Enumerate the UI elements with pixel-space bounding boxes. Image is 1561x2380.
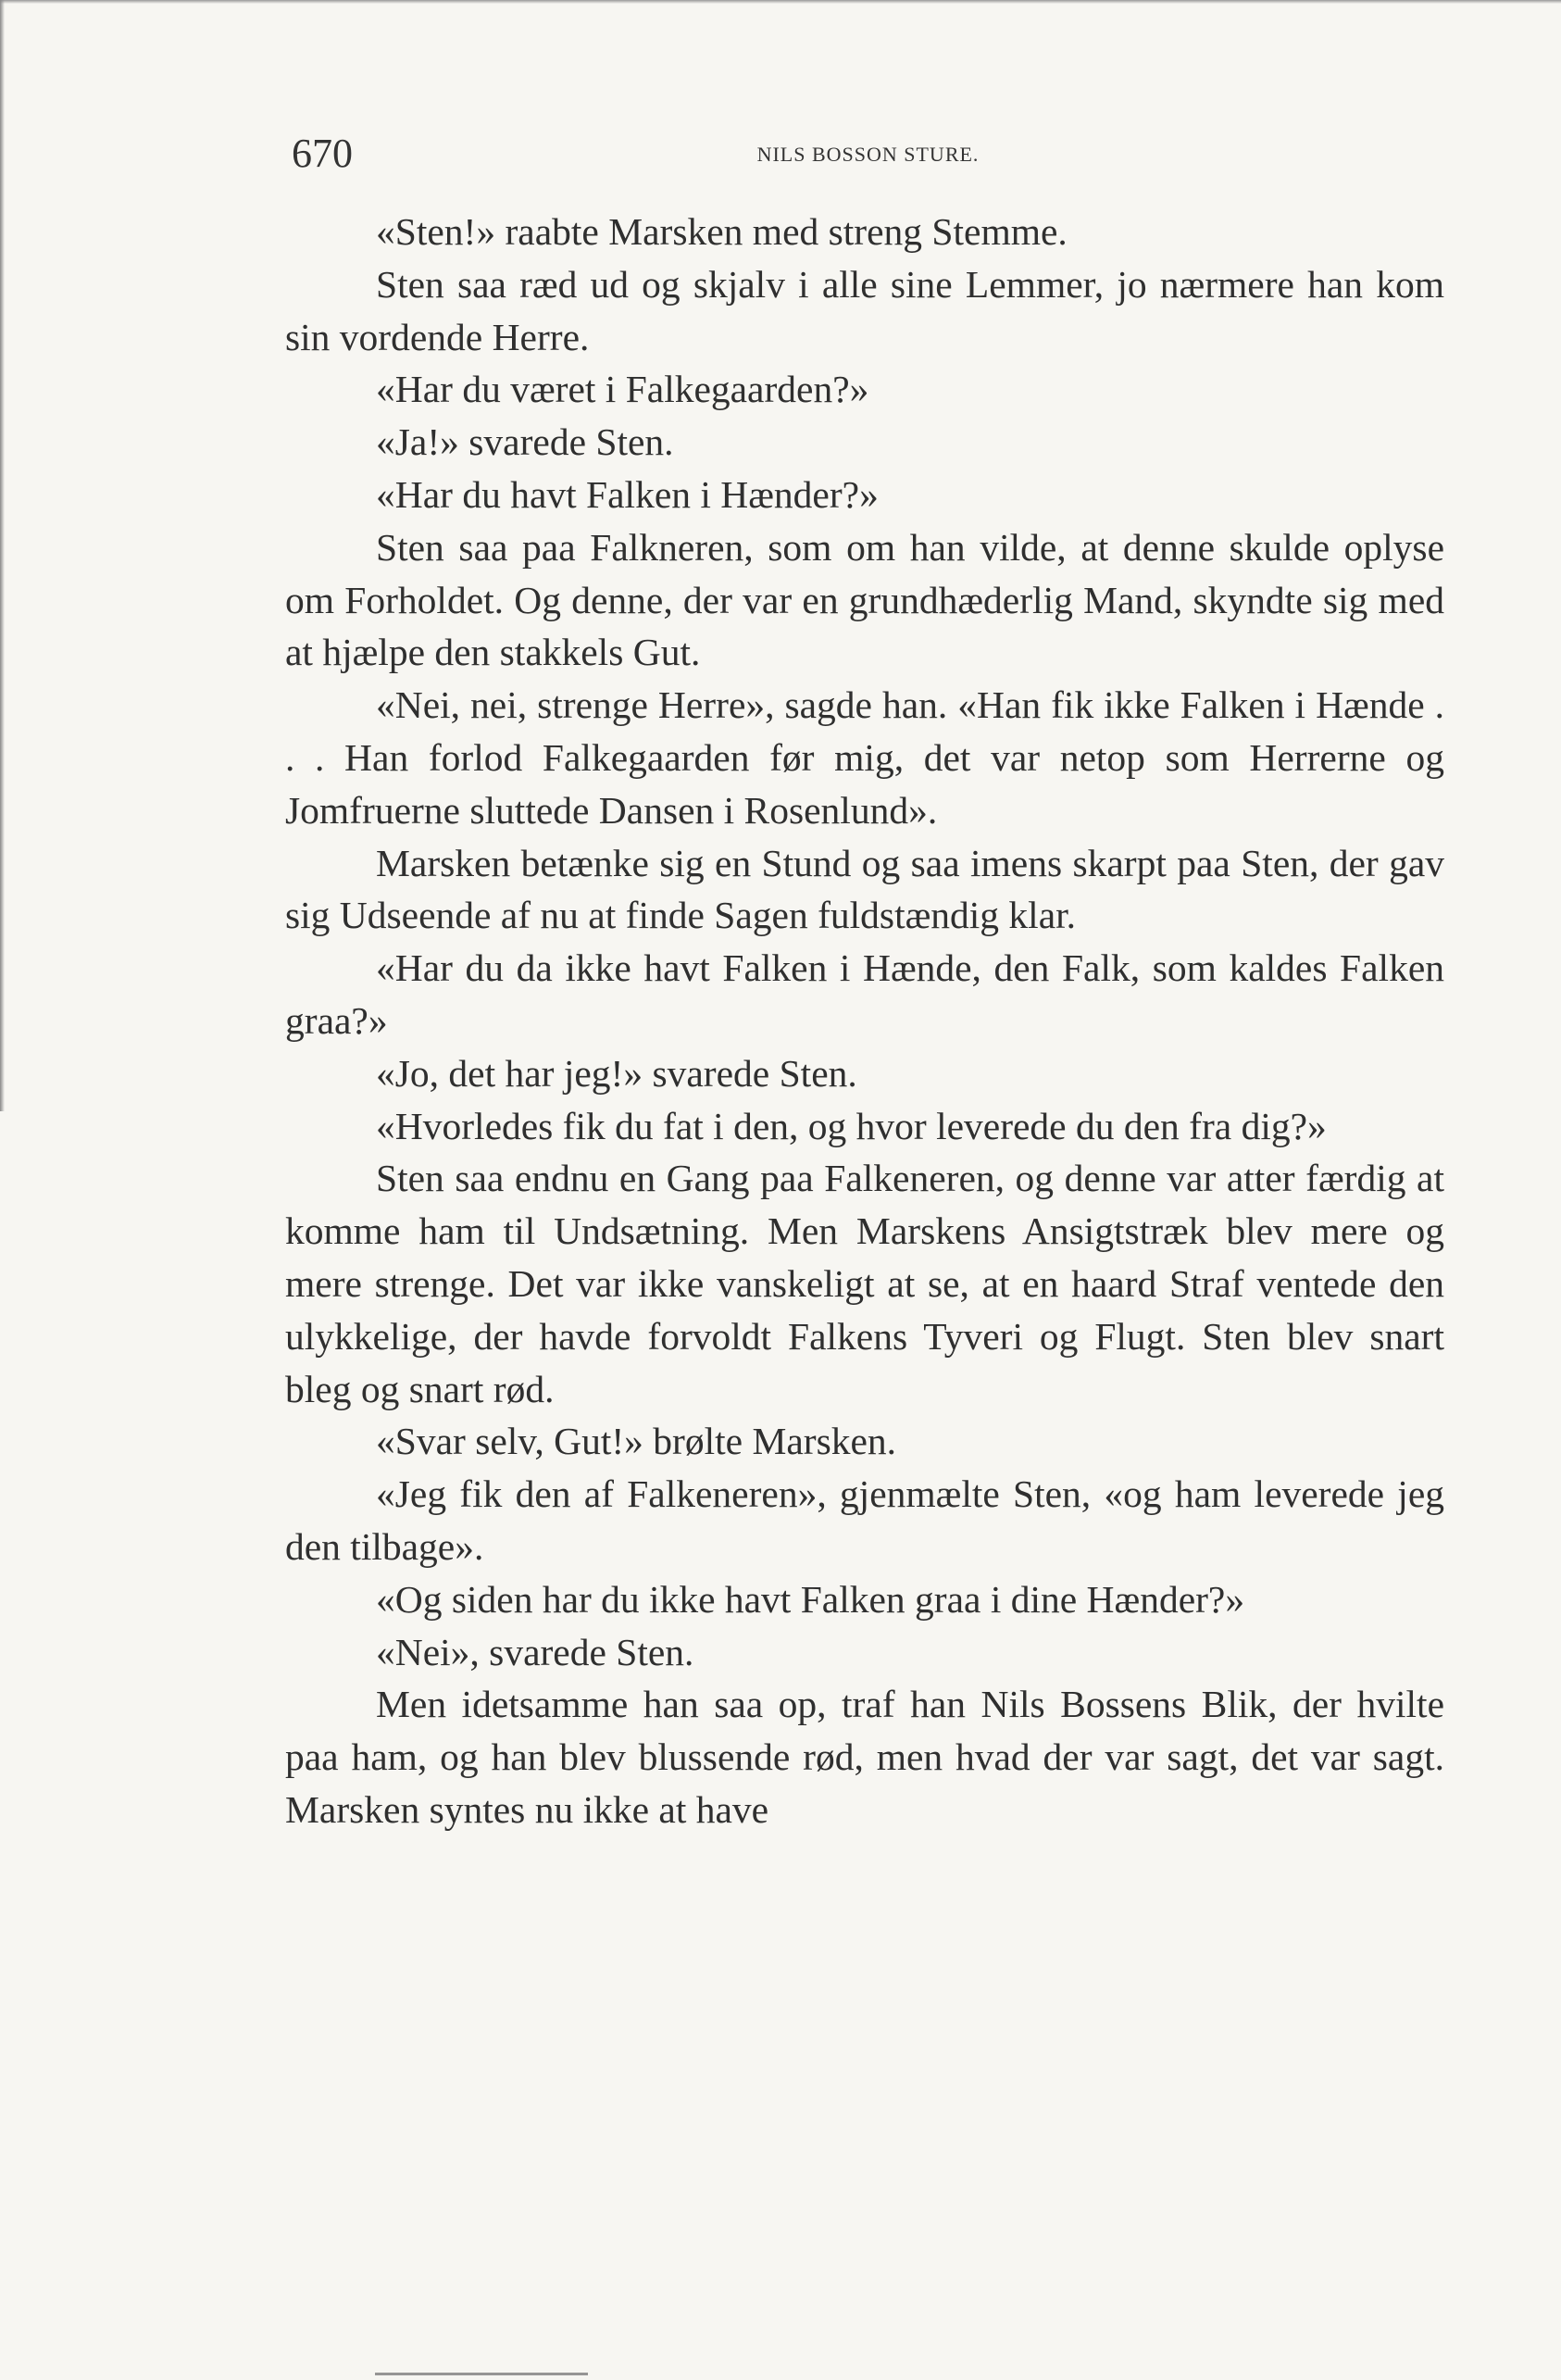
scan-edge-left xyxy=(0,0,5,1111)
paragraph: Marsken betænke sig en Stund og saa imens skarpt paa Sten, der gav sig Udseende af nu at finde Sagen fuldstændig klar. xyxy=(285,841,1444,937)
paragraph: «Ja!» svarede Sten. xyxy=(376,420,674,464)
paragraph: «Nei, nei, strenge Herre», sagde han. «Han fik ikke Falken i Hænde . . . Han forlod Falkegaarden før mig, det var netop som Herrerne og Jomfruerne sluttede Dansen i Rosenlund». xyxy=(285,683,1444,832)
paragraph: Sten saa endnu en Gang paa Falkeneren, og denne var atter færdig at komme ham til Undsætning. Men Marskens Ansigtstræk blev mere og mere strenge. Det var ikke vanskeligt at se, at en haard Straf ventede den ulykkelige, der havde forvoldt Falkens Tyveri og Flugt. Sten blev snart bleg og snart rød. xyxy=(285,1157,1444,1410)
bottom-rule xyxy=(375,2373,588,2375)
paragraph: «Jo, det har jeg!» svarede Sten. xyxy=(376,1051,857,1095)
paragraph: «Og siden har du ikke havt Falken graa i dine Hænder?» xyxy=(376,1577,1245,1621)
running-head xyxy=(292,130,1444,185)
scan-edge-top xyxy=(0,0,1561,4)
paragraph: «Har du da ikke havt Falken i Hænde, den Falk, som kaldes Falken graa?» xyxy=(285,946,1444,1042)
paragraph: Sten saa ræd ud og skjalv i alle sine Lemmer, jo nærmere han kom sin vordende Herre. xyxy=(285,262,1444,358)
paragraph: «Nei», svarede Sten. xyxy=(376,1630,694,1673)
text-body xyxy=(285,206,1444,1836)
paragraph: «Jeg fik den af Falkeneren», gjenmælte Sten, «og ham leverede jeg den tilbage». xyxy=(285,1472,1444,1568)
paragraph: «Har du havt Falken i Hænder?» xyxy=(376,472,879,516)
paragraph: Sten saa paa Falkneren, som om han vilde, at denne skulde oplyse om Forholdet. Og denne, der var en grundhæderlig Mand, skyndte sig med at hjælpe den stakkels Gut. xyxy=(285,525,1444,674)
paragraph: «Sten!» raabte Marsken med streng Stemme. xyxy=(376,210,1068,253)
paragraph: «Har du været i Falkegaarden?» xyxy=(376,368,869,411)
page-number: 670 xyxy=(292,131,353,176)
paragraph: «Hvorledes fik du fat i den, og hvor leverede du den fra dig?» xyxy=(376,1104,1327,1147)
paragraph: «Svar selv, Gut!» brølte Marsken. xyxy=(376,1420,897,1463)
running-title: NILS BOSSON STURE. xyxy=(756,143,980,166)
paragraph: Men idetsamme han saa op, traf han Nils Bossens Blik, der hvilte paa ham, og han blev blussende rød, men hvad der var sagt, det var sagt. Marsken syntes nu ikke at have xyxy=(285,1683,1444,1831)
